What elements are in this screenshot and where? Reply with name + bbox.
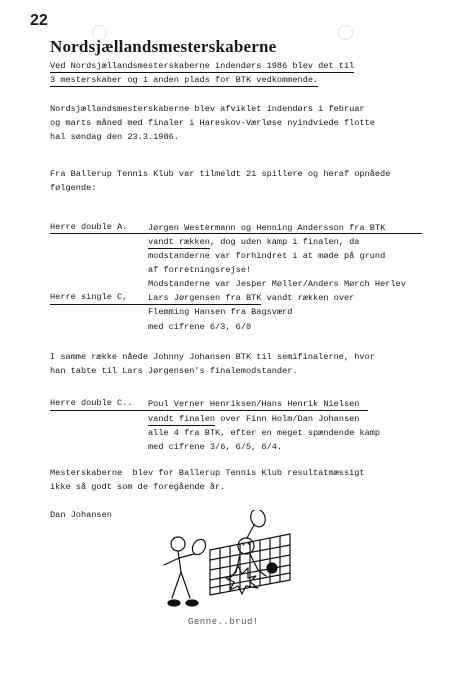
herre-single-c-line-1: Lars Jørgensen fra BTK vandt rækken over	[148, 293, 355, 303]
herre-double-a-line-5: Modstanderne var Jesper Møller/Anders Mørch Herlev	[148, 279, 406, 289]
closing-line-1: Mesterskaberne blev for Ballerup Tennis Klub resultatmæssigt	[50, 468, 365, 478]
herre-double-c-line-1: Poul Verner Henriksen/Hans Henrik Nielsen	[148, 399, 360, 409]
punch-hole-right	[338, 25, 353, 40]
herre-single-c-line-2: Flemming Hansen fra Bagsværd	[148, 307, 293, 317]
closing-line-2: ikke så godt som de foregående år.	[50, 482, 226, 492]
herre-double-a-line-4: af forretningsrejse!	[148, 265, 252, 275]
herre-double-a-line-1: Jørgen Westermann og Henning Andersson fra BTK	[148, 223, 386, 233]
paragraph-2-line-2: følgende:	[50, 183, 97, 193]
herre-single-c-label: Herre single C,	[50, 292, 128, 302]
herre-single-c-underline	[50, 304, 148, 305]
intro-line-1: Ved Nordsjællandsmesterskaberne indendørs 1986 blev det til	[50, 61, 355, 71]
paragraph-1-line-3: hal søndag den 23.3.1986.	[50, 132, 179, 142]
herre-double-a-line-2: vandt rækken, dog uden kamp i finalen, da	[148, 237, 360, 247]
tennis-cartoon-illustration	[150, 510, 300, 615]
paragraph-2-line-1: Fra Ballerup Tennis Klub var tilmeldt 21 spillere og heraf opnåede	[50, 169, 391, 179]
herre-double-c-label: Herre double C..	[50, 398, 133, 408]
herre-double-c-line-2: vandt finalen over Finn Holm/Dan Johansen	[148, 414, 360, 424]
paragraph-1-line-1: Nordsjællandsmesterskaberne blev afviklet indendørs i februar	[50, 104, 365, 114]
signature: Dan Johansen	[50, 510, 112, 520]
herre-double-c-line-3: alle 4 fra BTK, efter en meget spændende kamp	[148, 428, 381, 438]
page-number: 22	[30, 12, 48, 29]
cartoon-caption: Genne..brud!	[188, 617, 259, 627]
herre-double-c-line-4: med cifrene 3/6, 6/5, 6/4.	[148, 442, 283, 452]
paragraph-1-line-2: og marts måned med finaler i Hareskov-Værløse nyindviede flotte	[50, 118, 375, 128]
intro-line-2: 3 mesterskaber og 1 anden plads for BTK vedkommende.	[50, 75, 319, 85]
herre-single-c-line-3: med cifrene 6/3, 6/0	[148, 322, 252, 332]
semifinal-line-2: han tabte til Lars Jørgensen's finalemodstander.	[50, 366, 298, 376]
semifinal-line-1: I samme række nåede Johnny Johansen BTK til semifinalerne, hvor	[50, 352, 375, 362]
page-title: Nordsjællandsmesterskaberne	[50, 37, 277, 56]
herre-double-a-line-3: modstanderne var forhindret i at møde på grund	[148, 251, 386, 261]
herre-double-a-label: Herre double A.	[50, 222, 128, 232]
